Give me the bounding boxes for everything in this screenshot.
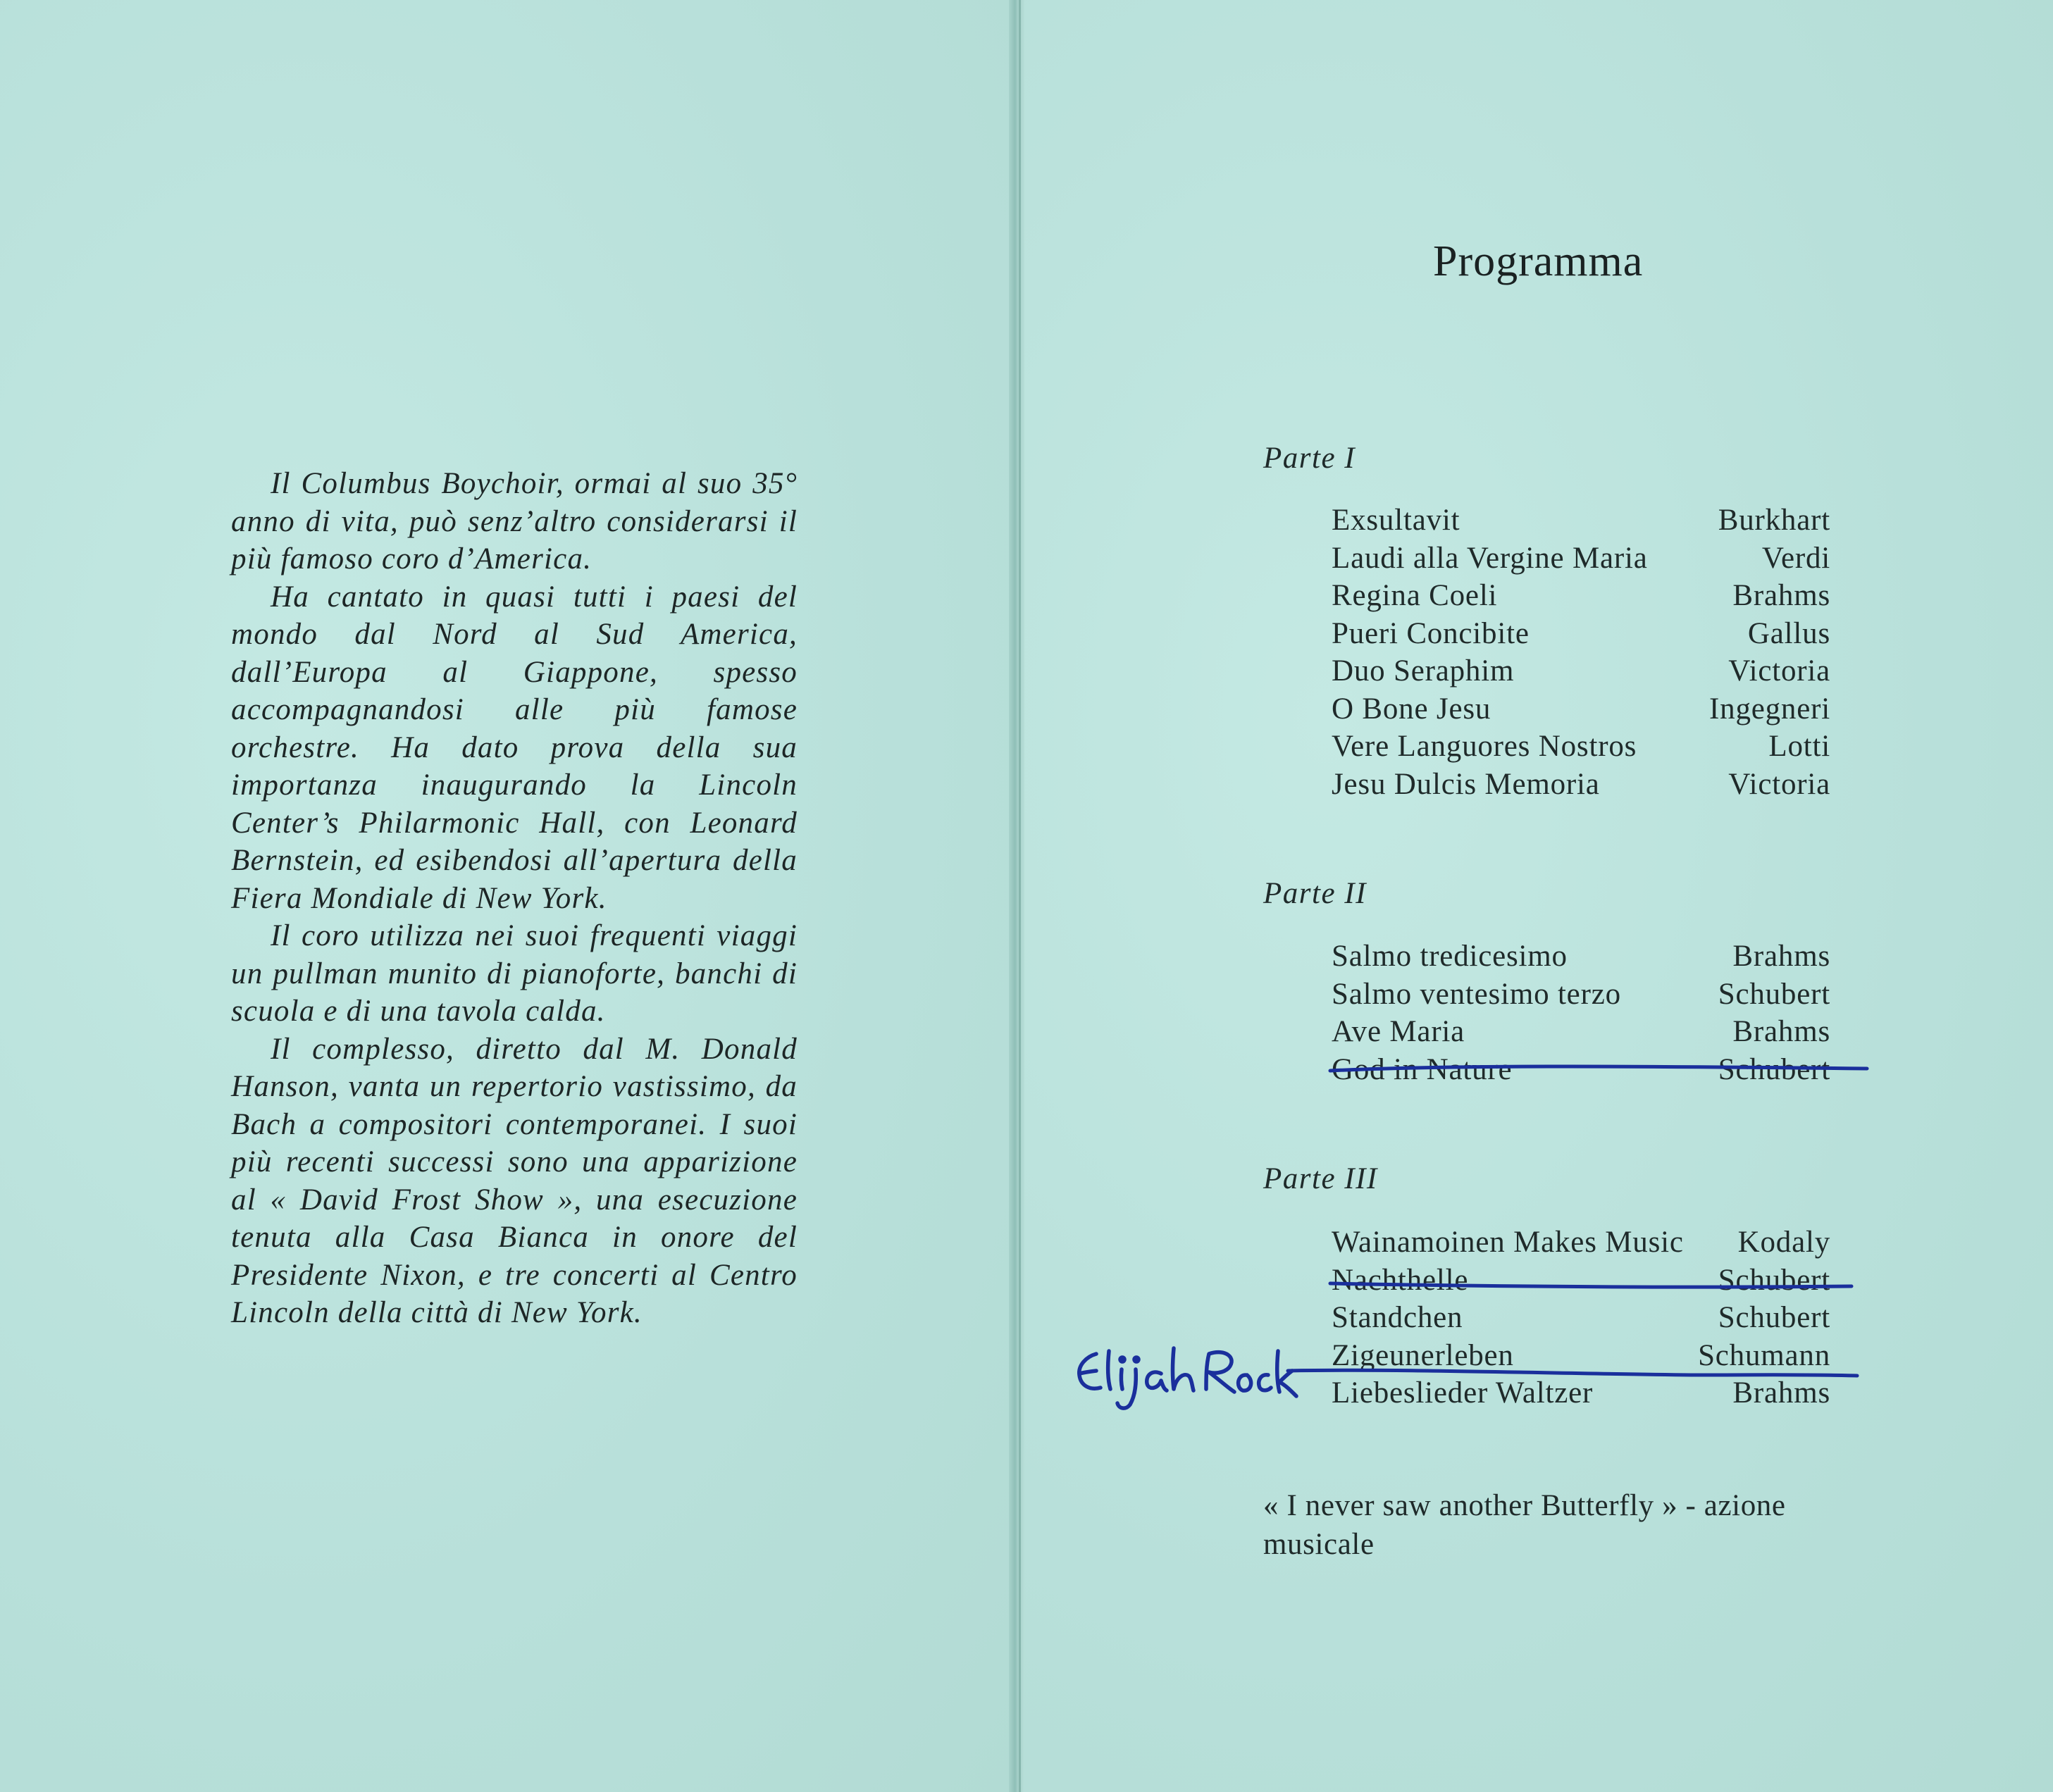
piece-work: Liebeslieder Waltzer (1332, 1376, 1594, 1410)
finale-text: « I never saw another Butterfly » - azione musicale (1263, 1489, 1786, 1561)
piece-row (1332, 938, 1830, 976)
piece-row (1332, 1224, 1830, 1262)
piece-work: Jesu Dulcis Memoria (1332, 767, 1600, 801)
part-1-pieces (1332, 502, 1830, 803)
piece-row (1332, 577, 1830, 615)
bio-paragraph: Il complesso, diretto dal M. Donald Hanson, vanta un repertorio vastissimo, da Bach a compositori contemporanei. I suoi più recenti successi sono una apparizione al « David Frost Show », una esecuzione tenuta alla Casa Bianca in onore del Presidente Nixon, e tre concerti al Centro Lincoln della città di New York. (231, 1032, 798, 1329)
piece-work: Wainamoinen Makes Music (1332, 1226, 1684, 1259)
bio-paragraph: Ha cantato in quasi tutti i paesi del mondo dal Nord al Sud America, dall’Europa al Giappone, spesso accompagnandosi alle più famose orchestre. Ha dato prova della sua importanza inaugurando la Lincoln Center’s Philarmonic Hall, con Leonard Bernstein, ed esibendosi all’apertura della Fiera Mondiale di New York. (231, 580, 798, 915)
piece-work: Standchen (1332, 1301, 1463, 1334)
piece-composer: Schubert (1718, 1052, 1830, 1086)
piece-row (1332, 690, 1830, 728)
piece-work: Pueri Concibite (1332, 616, 1530, 650)
bio-paragraph: Il coro utilizza nei suoi frequenti viaggi un pullman munito di pianoforte, banchi di scuola e di una tavola calda. (231, 919, 798, 1028)
piece-work: Ave Maria (1332, 1015, 1465, 1048)
piece-work: Salmo tredicesimo (1332, 940, 1568, 973)
fold-crease (1019, 0, 1021, 1792)
part-1-title: Parte I (1263, 442, 1356, 475)
center-fold (1009, 0, 1024, 1792)
piece-composer: Brahms (1732, 579, 1830, 612)
part-3-title: Parte III (1263, 1162, 1378, 1195)
program-title: Programma (1433, 237, 1644, 285)
piece-row-struck (1332, 1337, 1830, 1375)
part-2-pieces (1332, 938, 1830, 1088)
piece-composer: Ingegneri (1709, 692, 1830, 726)
piece-row-struck (1332, 1262, 1830, 1300)
piece-work: Laudi alla Vergine Maria (1332, 541, 1648, 575)
piece-work: Exsultavit (1332, 504, 1460, 537)
piece-work: Salmo ventesimo terzo (1332, 977, 1621, 1011)
piece-work: Vere Languores Nostros (1332, 730, 1637, 763)
piece-row (1332, 1013, 1830, 1051)
choir-biography (231, 465, 798, 1332)
piece-composer: Schubert (1718, 977, 1830, 1011)
piece-composer: Schubert (1718, 1263, 1830, 1297)
piece-composer: Brahms (1732, 1376, 1830, 1410)
piece-work: O Bone Jesu (1332, 692, 1491, 726)
piece-work: Duo Seraphim (1332, 654, 1515, 687)
piece-composer: Verdi (1761, 541, 1830, 575)
piece-composer: Victoria (1728, 654, 1830, 687)
piece-composer: Brahms (1732, 940, 1830, 973)
piece-row (1332, 976, 1830, 1014)
piece-work: Nachthelle (1332, 1263, 1469, 1297)
piece-row (1332, 615, 1830, 653)
part-2-title: Parte II (1263, 877, 1367, 910)
piece-composer: Victoria (1728, 767, 1830, 801)
piece-composer: Kodaly (1737, 1226, 1830, 1259)
bio-paragraph: Il Columbus Boychoir, ormai al suo 35° anno di vita, può senz’altro considerarsi il più famoso coro d’America. (231, 467, 798, 575)
piece-composer: Burkhart (1718, 504, 1830, 537)
piece-row-struck (1332, 1051, 1830, 1089)
piece-composer: Schubert (1718, 1301, 1830, 1334)
piece-row (1332, 502, 1830, 540)
piece-row (1332, 1374, 1830, 1412)
piece-row (1332, 1299, 1830, 1337)
piece-composer: Lotti (1768, 730, 1830, 763)
piece-row (1332, 728, 1830, 766)
part-3-pieces (1332, 1224, 1830, 1412)
piece-work: Zigeunerleben (1332, 1338, 1514, 1372)
piece-work: God in Nature (1332, 1052, 1513, 1086)
piece-row (1332, 766, 1830, 804)
piece-composer: Brahms (1732, 1015, 1830, 1048)
piece-work: Regina Coeli (1332, 579, 1498, 612)
piece-composer: Gallus (1747, 616, 1830, 650)
piece-row (1332, 540, 1830, 578)
piece-row (1332, 652, 1830, 690)
piece-composer: Schumann (1698, 1338, 1830, 1372)
